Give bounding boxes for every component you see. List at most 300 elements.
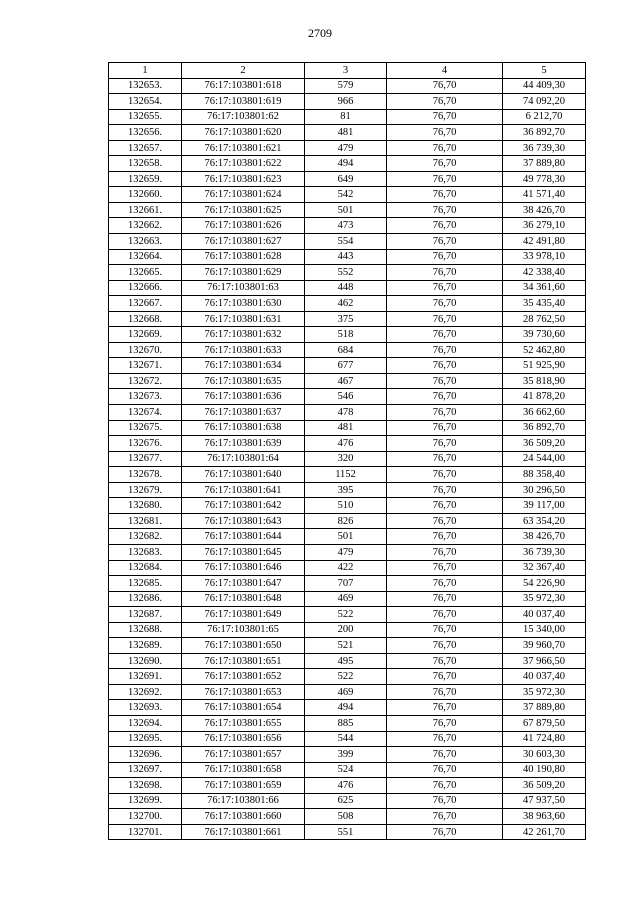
rate-cell: 76,70 [387,467,503,483]
table-row [109,576,586,592]
rate-cell: 76,70 [387,234,503,250]
cadastral-number-cell: 76:17:103801:63 [182,280,305,296]
rate-cell: 76,70 [387,109,503,125]
table-row [109,125,586,141]
column-header-3: 3 [305,63,387,79]
amount-cell: 37 889,80 [503,700,586,716]
amount-cell: 32 367,40 [503,560,586,576]
rate-cell: 76,70 [387,218,503,234]
cadastral-number-cell: 76:17:103801:655 [182,715,305,731]
table-row [109,560,586,576]
row-number-cell: 132683. [109,544,182,560]
amount-cell: 33 978,10 [503,249,586,265]
rate-cell: 76,70 [387,544,503,560]
table-row [109,373,586,389]
rate-cell: 76,70 [387,202,503,218]
rate-cell: 76,70 [387,591,503,607]
area-cell: 469 [305,591,387,607]
area-cell: 481 [305,125,387,141]
area-cell: 467 [305,373,387,389]
table-row [109,467,586,483]
area-cell: 501 [305,529,387,545]
table-row [109,762,586,778]
cadastral-number-cell: 76:17:103801:633 [182,342,305,358]
cadastral-number-cell: 76:17:103801:653 [182,684,305,700]
amount-cell: 15 340,00 [503,622,586,638]
amount-cell: 54 226,90 [503,576,586,592]
row-number-cell: 132698. [109,778,182,794]
amount-cell: 88 358,40 [503,467,586,483]
row-number-cell: 132664. [109,249,182,265]
rate-cell: 76,70 [387,358,503,374]
area-cell: 524 [305,762,387,778]
cadastral-number-cell: 76:17:103801:620 [182,125,305,141]
cadastral-number-cell: 76:17:103801:639 [182,436,305,452]
cadastral-number-cell: 76:17:103801:626 [182,218,305,234]
row-number-cell: 132677. [109,451,182,467]
rate-cell: 76,70 [387,607,503,623]
row-number-cell: 132665. [109,265,182,281]
row-number-cell: 132663. [109,234,182,250]
area-cell: 501 [305,202,387,218]
area-cell: 448 [305,280,387,296]
row-number-cell: 132655. [109,109,182,125]
area-cell: 479 [305,544,387,560]
table-row [109,731,586,747]
row-number-cell: 132700. [109,809,182,825]
amount-cell: 38 426,70 [503,529,586,545]
rate-cell: 76,70 [387,373,503,389]
rate-cell: 76,70 [387,762,503,778]
table-body [109,78,586,840]
table-row [109,715,586,731]
amount-cell: 40 037,40 [503,607,586,623]
amount-cell: 30 603,30 [503,747,586,763]
row-number-cell: 132668. [109,311,182,327]
table-row [109,436,586,452]
row-number-cell: 132669. [109,327,182,343]
cadastral-number-cell: 76:17:103801:649 [182,607,305,623]
cadastral-number-cell: 76:17:103801:657 [182,747,305,763]
row-number-cell: 132676. [109,436,182,452]
row-number-cell: 132679. [109,482,182,498]
cadastral-number-cell: 76:17:103801:627 [182,234,305,250]
amount-cell: 37 966,50 [503,653,586,669]
cadastral-number-cell: 76:17:103801:623 [182,171,305,187]
area-cell: 707 [305,576,387,592]
cadastral-number-cell: 76:17:103801:619 [182,94,305,110]
amount-cell: 41 571,40 [503,187,586,203]
table-row [109,311,586,327]
rate-cell: 76,70 [387,793,503,809]
rate-cell: 76,70 [387,311,503,327]
row-number-cell: 132686. [109,591,182,607]
table-row [109,420,586,436]
rate-cell: 76,70 [387,715,503,731]
amount-cell: 74 092,20 [503,94,586,110]
rate-cell: 76,70 [387,622,503,638]
area-cell: 476 [305,436,387,452]
cadastral-number-cell: 76:17:103801:644 [182,529,305,545]
area-cell: 966 [305,94,387,110]
amount-cell: 44 409,30 [503,78,586,94]
area-cell: 443 [305,249,387,265]
area-cell: 81 [305,109,387,125]
column-header-5: 5 [503,63,586,79]
rate-cell: 76,70 [387,249,503,265]
amount-cell: 52 462,80 [503,342,586,358]
table-row [109,249,586,265]
column-header-4: 4 [387,63,503,79]
area-cell: 885 [305,715,387,731]
amount-cell: 39 117,00 [503,498,586,514]
rate-cell: 76,70 [387,125,503,141]
table-row [109,498,586,514]
amount-cell: 30 296,50 [503,482,586,498]
rate-cell: 76,70 [387,280,503,296]
cadastral-number-cell: 76:17:103801:637 [182,405,305,421]
rate-cell: 76,70 [387,482,503,498]
cadastral-number-cell: 76:17:103801:621 [182,140,305,156]
area-cell: 469 [305,684,387,700]
rate-cell: 76,70 [387,296,503,312]
table-row [109,94,586,110]
table-row [109,529,586,545]
area-cell: 554 [305,234,387,250]
table-row [109,793,586,809]
table-row [109,171,586,187]
row-number-cell: 132687. [109,607,182,623]
table-row [109,218,586,234]
rate-cell: 76,70 [387,327,503,343]
area-cell: 399 [305,747,387,763]
amount-cell: 35 435,40 [503,296,586,312]
row-number-cell: 132674. [109,405,182,421]
amount-cell: 35 972,30 [503,591,586,607]
amount-cell: 42 261,70 [503,824,586,840]
cadastral-number-cell: 76:17:103801:64 [182,451,305,467]
area-cell: 625 [305,793,387,809]
area-cell: 476 [305,778,387,794]
area-cell: 521 [305,638,387,654]
rate-cell: 76,70 [387,156,503,172]
row-number-cell: 132678. [109,467,182,483]
rate-cell: 76,70 [387,809,503,825]
amount-cell: 38 426,70 [503,202,586,218]
table-row [109,544,586,560]
table-row [109,156,586,172]
rate-cell: 76,70 [387,187,503,203]
row-number-cell: 132654. [109,94,182,110]
row-number-cell: 132697. [109,762,182,778]
amount-cell: 49 778,30 [503,171,586,187]
rate-cell: 76,70 [387,513,503,529]
row-number-cell: 132658. [109,156,182,172]
table-row [109,342,586,358]
area-cell: 462 [305,296,387,312]
table-header-row [109,63,586,79]
area-cell: 395 [305,482,387,498]
amount-cell: 47 937,50 [503,793,586,809]
amount-cell: 36 509,20 [503,778,586,794]
cadastral-number-cell: 76:17:103801:640 [182,467,305,483]
rate-cell: 76,70 [387,405,503,421]
rate-cell: 76,70 [387,824,503,840]
area-cell: 649 [305,171,387,187]
rate-cell: 76,70 [387,451,503,467]
area-cell: 479 [305,140,387,156]
amount-cell: 36 892,70 [503,420,586,436]
table-row [109,389,586,405]
rate-cell: 76,70 [387,265,503,281]
cadastral-number-cell: 76:17:103801:618 [182,78,305,94]
cadastral-number-cell: 76:17:103801:641 [182,482,305,498]
cadastral-number-cell: 76:17:103801:645 [182,544,305,560]
rate-cell: 76,70 [387,669,503,685]
cadastral-number-cell: 76:17:103801:658 [182,762,305,778]
cadastral-number-cell: 76:17:103801:656 [182,731,305,747]
data-table [108,62,586,840]
row-number-cell: 132691. [109,669,182,685]
table-row [109,653,586,669]
rate-cell: 76,70 [387,529,503,545]
rate-cell: 76,70 [387,94,503,110]
cadastral-number-cell: 76:17:103801:643 [182,513,305,529]
row-number-cell: 132681. [109,513,182,529]
table-row [109,824,586,840]
area-cell: 375 [305,311,387,327]
area-cell: 522 [305,607,387,623]
cadastral-number-cell: 76:17:103801:625 [182,202,305,218]
rate-cell: 76,70 [387,498,503,514]
cadastral-number-cell: 76:17:103801:659 [182,778,305,794]
cadastral-number-cell: 76:17:103801:62 [182,109,305,125]
amount-cell: 6 212,70 [503,109,586,125]
rate-cell: 76,70 [387,731,503,747]
cadastral-number-cell: 76:17:103801:632 [182,327,305,343]
cadastral-number-cell: 76:17:103801:622 [182,156,305,172]
amount-cell: 36 509,20 [503,436,586,452]
table-row [109,234,586,250]
page-number: 2709 [308,26,332,40]
area-cell: 508 [305,809,387,825]
table-row [109,187,586,203]
cadastral-number-cell: 76:17:103801:631 [182,311,305,327]
rate-cell: 76,70 [387,778,503,794]
row-number-cell: 132682. [109,529,182,545]
cadastral-number-cell: 76:17:103801:65 [182,622,305,638]
cadastral-number-cell: 76:17:103801:651 [182,653,305,669]
table-row [109,591,586,607]
row-number-cell: 132667. [109,296,182,312]
row-number-cell: 132659. [109,171,182,187]
amount-cell: 39 960,70 [503,638,586,654]
cadastral-number-cell: 76:17:103801:635 [182,373,305,389]
amount-cell: 34 361,60 [503,280,586,296]
amount-cell: 67 879,50 [503,715,586,731]
area-cell: 542 [305,187,387,203]
cadastral-number-cell: 76:17:103801:654 [182,700,305,716]
area-cell: 510 [305,498,387,514]
row-number-cell: 132699. [109,793,182,809]
area-cell: 546 [305,389,387,405]
amount-cell: 40 190,80 [503,762,586,778]
rate-cell: 76,70 [387,700,503,716]
area-cell: 478 [305,405,387,421]
amount-cell: 40 037,40 [503,669,586,685]
row-number-cell: 132695. [109,731,182,747]
row-number-cell: 132672. [109,373,182,389]
row-number-cell: 132666. [109,280,182,296]
cadastral-number-cell: 76:17:103801:642 [182,498,305,514]
row-number-cell: 132680. [109,498,182,514]
row-number-cell: 132684. [109,560,182,576]
row-number-cell: 132670. [109,342,182,358]
row-number-cell: 132675. [109,420,182,436]
row-number-cell: 132657. [109,140,182,156]
row-number-cell: 132660. [109,187,182,203]
area-cell: 518 [305,327,387,343]
area-cell: 544 [305,731,387,747]
row-number-cell: 132696. [109,747,182,763]
table-row [109,109,586,125]
amount-cell: 38 963,60 [503,809,586,825]
table-row [109,638,586,654]
amount-cell: 42 491,80 [503,234,586,250]
amount-cell: 51 925,90 [503,358,586,374]
amount-cell: 37 889,80 [503,156,586,172]
cadastral-number-cell: 76:17:103801:630 [182,296,305,312]
rate-cell: 76,70 [387,653,503,669]
table-row [109,358,586,374]
table-row [109,296,586,312]
amount-cell: 41 724,80 [503,731,586,747]
row-number-cell: 132688. [109,622,182,638]
area-cell: 684 [305,342,387,358]
table-row [109,265,586,281]
amount-cell: 39 730,60 [503,327,586,343]
rate-cell: 76,70 [387,684,503,700]
amount-cell: 36 279,10 [503,218,586,234]
rate-cell: 76,70 [387,140,503,156]
row-number-cell: 132671. [109,358,182,374]
area-cell: 522 [305,669,387,685]
rate-cell: 76,70 [387,420,503,436]
table-row [109,140,586,156]
table-row [109,513,586,529]
table-row [109,78,586,94]
amount-cell: 36 739,30 [503,140,586,156]
table-row [109,405,586,421]
cadastral-number-cell: 76:17:103801:646 [182,560,305,576]
area-cell: 494 [305,156,387,172]
row-number-cell: 132694. [109,715,182,731]
rate-cell: 76,70 [387,389,503,405]
area-cell: 1152 [305,467,387,483]
cadastral-number-cell: 76:17:103801:638 [182,420,305,436]
table-row [109,778,586,794]
table-row [109,669,586,685]
amount-cell: 42 338,40 [503,265,586,281]
table-row [109,622,586,638]
area-cell: 494 [305,700,387,716]
row-number-cell: 132685. [109,576,182,592]
area-cell: 579 [305,78,387,94]
area-cell: 495 [305,653,387,669]
area-cell: 481 [305,420,387,436]
cadastral-number-cell: 76:17:103801:66 [182,793,305,809]
cadastral-number-cell: 76:17:103801:629 [182,265,305,281]
table-row [109,700,586,716]
area-cell: 677 [305,358,387,374]
area-cell: 320 [305,451,387,467]
cadastral-number-cell: 76:17:103801:624 [182,187,305,203]
area-cell: 552 [305,265,387,281]
rate-cell: 76,70 [387,560,503,576]
row-number-cell: 132653. [109,78,182,94]
cadastral-number-cell: 76:17:103801:648 [182,591,305,607]
cadastral-number-cell: 76:17:103801:636 [182,389,305,405]
cadastral-number-cell: 76:17:103801:628 [182,249,305,265]
rate-cell: 76,70 [387,78,503,94]
amount-cell: 36 739,30 [503,544,586,560]
cadastral-number-cell: 76:17:103801:647 [182,576,305,592]
column-header-1: 1 [109,63,182,79]
rate-cell: 76,70 [387,747,503,763]
row-number-cell: 132656. [109,125,182,141]
row-number-cell: 132689. [109,638,182,654]
row-number-cell: 132690. [109,653,182,669]
amount-cell: 41 878,20 [503,389,586,405]
table-row [109,607,586,623]
cadastral-number-cell: 76:17:103801:652 [182,669,305,685]
amount-cell: 36 892,70 [503,125,586,141]
rate-cell: 76,70 [387,436,503,452]
area-cell: 473 [305,218,387,234]
area-cell: 422 [305,560,387,576]
cadastral-number-cell: 76:17:103801:650 [182,638,305,654]
area-cell: 826 [305,513,387,529]
table-row [109,280,586,296]
table-row [109,202,586,218]
table-row [109,327,586,343]
amount-cell: 35 818,90 [503,373,586,389]
row-number-cell: 132692. [109,684,182,700]
row-number-cell: 132701. [109,824,182,840]
amount-cell: 36 662,60 [503,405,586,421]
row-number-cell: 132661. [109,202,182,218]
row-number-cell: 132673. [109,389,182,405]
row-number-cell: 132662. [109,218,182,234]
column-header-2: 2 [182,63,305,79]
rate-cell: 76,70 [387,342,503,358]
cadastral-number-cell: 76:17:103801:661 [182,824,305,840]
rate-cell: 76,70 [387,171,503,187]
amount-cell: 24 544,00 [503,451,586,467]
rate-cell: 76,70 [387,638,503,654]
table-row [109,809,586,825]
amount-cell: 35 972,30 [503,684,586,700]
table-row [109,747,586,763]
cadastral-number-cell: 76:17:103801:634 [182,358,305,374]
rate-cell: 76,70 [387,576,503,592]
area-cell: 551 [305,824,387,840]
table-row [109,482,586,498]
table-row [109,684,586,700]
row-number-cell: 132693. [109,700,182,716]
area-cell: 200 [305,622,387,638]
table-row [109,451,586,467]
